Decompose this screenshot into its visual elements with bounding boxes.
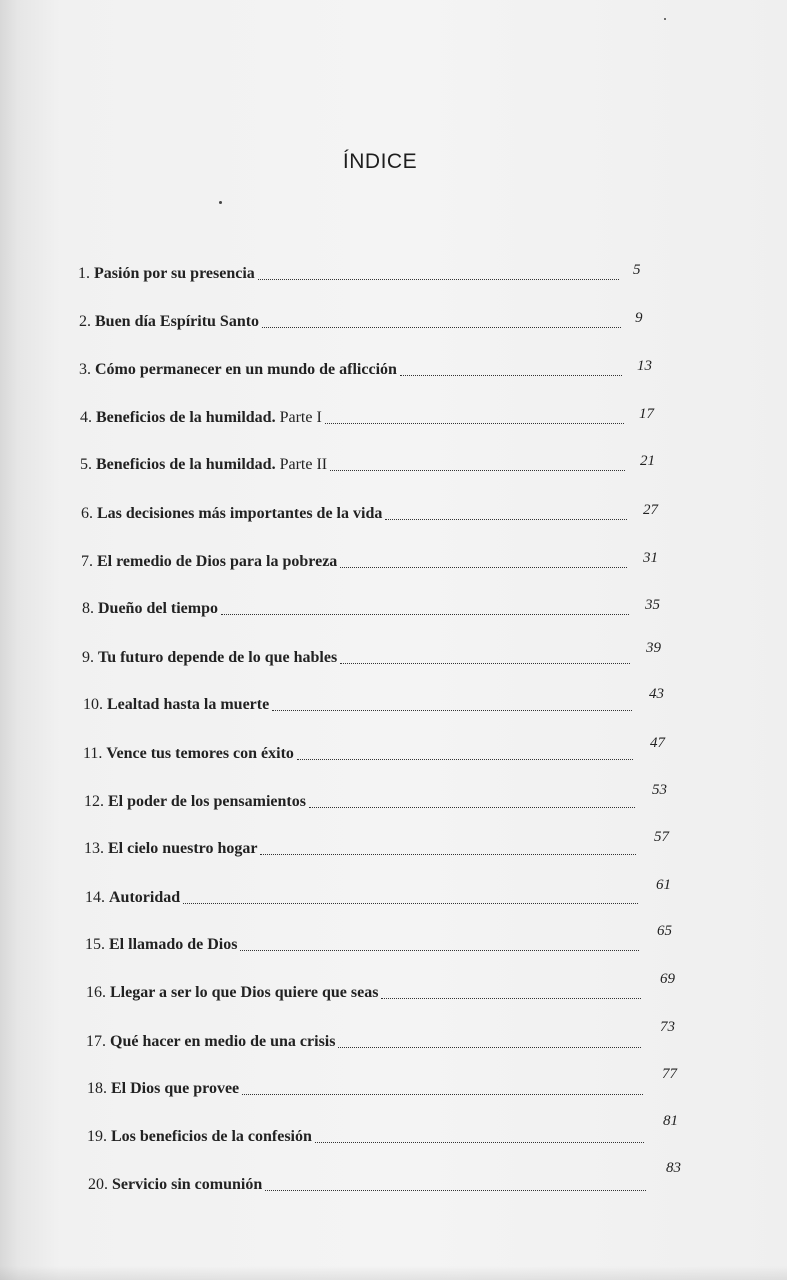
toc-entry-title-text: El remedio de Dios para la pobreza: [97, 553, 338, 570]
toc-entry-number: 5.: [80, 456, 96, 473]
toc-entry-title: [78, 264, 255, 284]
toc-entry-title: [88, 1175, 262, 1195]
toc-entry-title: [80, 455, 327, 475]
dot-leader: [272, 709, 632, 711]
toc-entry-title: [79, 360, 397, 380]
toc-entry: [78, 258, 641, 284]
toc-entry-page-number: 5: [633, 262, 641, 278]
dot-leader: [385, 518, 627, 520]
toc-entry-title-text: Llegar a ser lo que Dios quiere que seas: [110, 984, 379, 1001]
dot-leader: [338, 1046, 641, 1048]
dot-leader: [242, 1093, 643, 1095]
toc-entry: [84, 829, 669, 859]
toc-entry-number: 12.: [84, 793, 108, 810]
toc-entry-page-number: 17: [639, 406, 654, 422]
toc-entry-title: [85, 935, 237, 955]
toc-entry-title-text: Los beneficios de la confesión: [111, 1128, 312, 1145]
toc-entry-subtitle: Parte I: [275, 409, 322, 426]
toc-entry-title-text: Cómo permanecer en un mundo de aflicción: [95, 361, 397, 378]
page-edge-shadow: [0, 1266, 787, 1280]
toc-entry: [80, 402, 654, 428]
toc-entry-title: [80, 408, 322, 428]
dot-leader: [340, 566, 627, 568]
toc-entry-page-number: 21: [640, 453, 655, 469]
toc-entry-title: [84, 792, 306, 812]
toc-entry-title-text: Servicio sin comunión: [112, 1176, 263, 1193]
toc-entry-number: 3.: [79, 361, 95, 378]
toc-entry: [82, 640, 661, 668]
toc-entry-page-number: 27: [643, 502, 658, 518]
dot-leader: [221, 613, 629, 615]
toc-entry: [87, 1066, 677, 1099]
toc-entry-title-text: Tu futuro depende de lo que hables: [98, 649, 338, 666]
toc-entry-page-number: 47: [650, 735, 665, 751]
toc-entry-page-number: 43: [649, 686, 664, 702]
toc-entry: [81, 546, 658, 572]
toc-entry: [79, 354, 652, 380]
toc-entry-title-text: El llamado de Dios: [109, 936, 238, 953]
toc-entry-title: [82, 599, 218, 619]
dot-leader: [325, 422, 624, 424]
toc-entry-title-text: Dueño del tiempo: [98, 600, 218, 617]
toc-entry-page-number: 83: [666, 1160, 681, 1176]
toc-entry-title-text: Las decisiones más importantes de la vida: [97, 505, 383, 522]
dot-leader: [315, 1141, 644, 1143]
toc-entry-page-number: 73: [660, 1019, 675, 1035]
page-speck: [219, 201, 222, 204]
toc-entry: [87, 1113, 678, 1147]
dot-leader: [240, 949, 639, 951]
dot-leader: [340, 662, 630, 664]
toc-entry-title-text: Autoridad: [109, 889, 181, 906]
toc-entry-page-number: 77: [662, 1066, 677, 1082]
toc-entry-title: [79, 312, 259, 332]
toc-entry-number: 17.: [86, 1033, 110, 1050]
toc-entry-number: 6.: [81, 505, 97, 522]
toc-entry-number: 1.: [78, 265, 94, 282]
toc-entry: [86, 1019, 675, 1052]
dot-leader: [265, 1189, 646, 1191]
toc-entry-subtitle: Parte II: [275, 456, 328, 473]
toc-entry-title: [83, 744, 294, 764]
toc-entry-title-text: Lealtad hasta la muerte: [107, 696, 270, 713]
toc-entry-title: [83, 695, 269, 715]
toc-entry-page-number: 69: [660, 971, 675, 987]
dot-leader: [260, 853, 636, 855]
toc-entry-number: 9.: [82, 649, 98, 666]
toc-entry-title: [86, 983, 378, 1003]
toc-entry: [84, 782, 667, 812]
toc-entry-page-number: 31: [643, 550, 658, 566]
toc-entry: [88, 1160, 681, 1195]
toc-entry: [81, 498, 658, 524]
toc-entry-page-number: 35: [645, 597, 660, 613]
toc-entry: [82, 593, 660, 619]
toc-entry-title: [82, 648, 337, 668]
toc-entry: [83, 686, 664, 715]
dot-leader: [262, 326, 621, 328]
toc-entry-title-text: Buen día Espíritu Santo: [95, 313, 260, 330]
toc-entry-title: [87, 1127, 312, 1147]
dot-leader: [297, 758, 633, 760]
toc-entry-number: 15.: [85, 936, 109, 953]
dot-leader: [183, 902, 638, 904]
toc-entry-page-number: 57: [654, 829, 669, 845]
toc-entry-page-number: 65: [657, 923, 672, 939]
dot-leader: [400, 374, 622, 376]
toc-entry-number: 8.: [82, 600, 98, 617]
toc-entry-title-text: El cielo nuestro hogar: [108, 840, 258, 857]
toc-entry-number: 7.: [81, 553, 97, 570]
toc-entry: [79, 306, 643, 332]
toc-entry-title-text: El Dios que provee: [111, 1080, 240, 1097]
toc-entry-number: 13.: [84, 840, 108, 857]
toc-entry-number: 2.: [79, 313, 95, 330]
toc-entry-page-number: 53: [652, 782, 667, 798]
toc-entry-title-text: El poder de los pensamientos: [108, 793, 306, 810]
toc-entry-number: 20.: [88, 1176, 112, 1193]
toc-entry-page-number: 13: [637, 358, 652, 374]
toc-entry-number: 11.: [83, 745, 107, 762]
toc-entry-number: 19.: [87, 1128, 111, 1145]
toc-entry-title-text: Pasión por su presencia: [94, 265, 255, 282]
toc-entry-title-text: Beneficios de la humildad.: [96, 456, 276, 473]
dot-leader: [330, 469, 625, 471]
toc-entry-page-number: 39: [646, 640, 661, 656]
toc-entry-title: [86, 1032, 335, 1052]
toc-entry-title: [84, 839, 257, 859]
toc-entry-page-number: 9: [635, 310, 643, 326]
toc-entry-title-text: Beneficios de la humildad.: [96, 409, 276, 426]
toc-entry-title-text: Qué hacer en medio de una crisis: [110, 1033, 336, 1050]
toc-entry-page-number: 61: [656, 877, 671, 893]
toc-entry-number: 18.: [87, 1080, 111, 1097]
dot-leader: [381, 997, 641, 999]
dot-leader: [258, 278, 619, 280]
toc-entry-title-text: Vence tus temores con éxito: [106, 745, 294, 762]
toc-entry: [80, 449, 655, 475]
toc-entry-number: 10.: [83, 696, 107, 713]
toc-entry: [83, 735, 665, 764]
toc-entry-number: 16.: [86, 984, 110, 1001]
toc-entry-title: [87, 1079, 239, 1099]
toc-entry-title: [81, 552, 337, 572]
toc-entry-title: [85, 888, 180, 908]
toc-entry: [85, 877, 671, 908]
toc-entry: [85, 923, 672, 955]
page-title: ÍNDICE: [342, 150, 418, 173]
dot-leader: [309, 806, 635, 808]
page-speck: [664, 18, 666, 20]
toc-entry-page-number: 81: [663, 1113, 678, 1129]
toc-entry-number: 4.: [80, 409, 96, 426]
toc-entry-title: [81, 504, 382, 524]
toc-entry-number: 14.: [85, 889, 109, 906]
toc-entry: [86, 971, 675, 1003]
